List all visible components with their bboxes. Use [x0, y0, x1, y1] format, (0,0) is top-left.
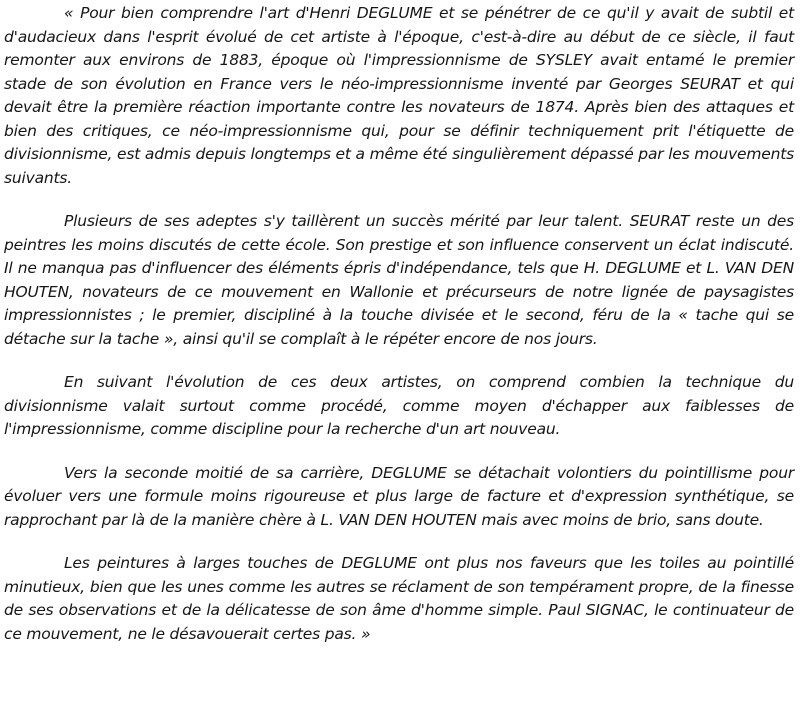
paragraph-3: En suivant l'évolution de ces deux artistes, on comprend combien la technique du divisionnisme valait surtout comme procédé, comme moyen d'échapper aux faiblesses de l'impressionnisme, comme discipline pour la recherche d'un art nouveau.	[4, 373, 794, 438]
paragraph-4: Vers la seconde moitié de sa carrière, DEGLUME se détachait volontiers du pointillisme pour évoluer vers une formule moins rigoureuse et plus large de facture et d'expression synthétique, se rapprochant par là de la manière chère à L. VAN DEN HOUTEN mais avec moins de brio, sans doute.	[4, 463, 794, 529]
paragraph-1: « Pour bien comprendre l'art d'Henri DEGLUME et se pénétrer de ce qu'il y avait de subtil et d'audacieux dans l'esprit évolué de cet artiste à l'époque, c'est-à-dire au début de ce siècle, il faut remonter aux environs de 1883, époque où l'impressionnisme de SYSLEY avait entamé le premier stade de son évolution en France vers le néo-impressionnisme inventé par Georges SEURAT et qui devait être la première réaction importante contre les novateurs de 1874. Après bien des attaques et bien des critiques, ce néo-impressionnisme qui, pour se définir techniquement prit l'étiquette de divisionnisme, est admis depuis longtemps et a même été singulièrement dépassé par les mouvements suivants.	[4, 4, 794, 187]
quotation-text	[4, 2, 794, 666]
paragraph-2: Plusieurs de ses adeptes s'y taillèrent un succès mérité par leur talent. SEURAT reste un des peintres les moins discutés de cette école. Son prestige et son influence conservent un éclat indiscuté. Il ne manqua pas d'influencer des éléments épris d'indépendance, tels que H. DEGLUME et L. VAN DEN HOUTEN, novateurs de ce mouvement en Wallonie et précurseurs de notre lignée de paysagistes impressionnistes ; le premier, discipliné à la touche divisée et le second, féru de la « tache qui se détache sur la tache », ainsi qu'il se complaît à le répéter encore de nos jours.	[4, 212, 794, 348]
paragraph-5: Les peintures à larges touches de DEGLUME ont plus nos faveurs que les toiles au pointillé minutieux, bien que les unes comme les autres se réclament de son tempérament propre, de la finesse de ses observations et de la délicatesse de son âme d'homme simple. Paul SIGNAC, le continuateur de ce mouvement, ne le désavouerait certes pas. »	[4, 554, 794, 643]
